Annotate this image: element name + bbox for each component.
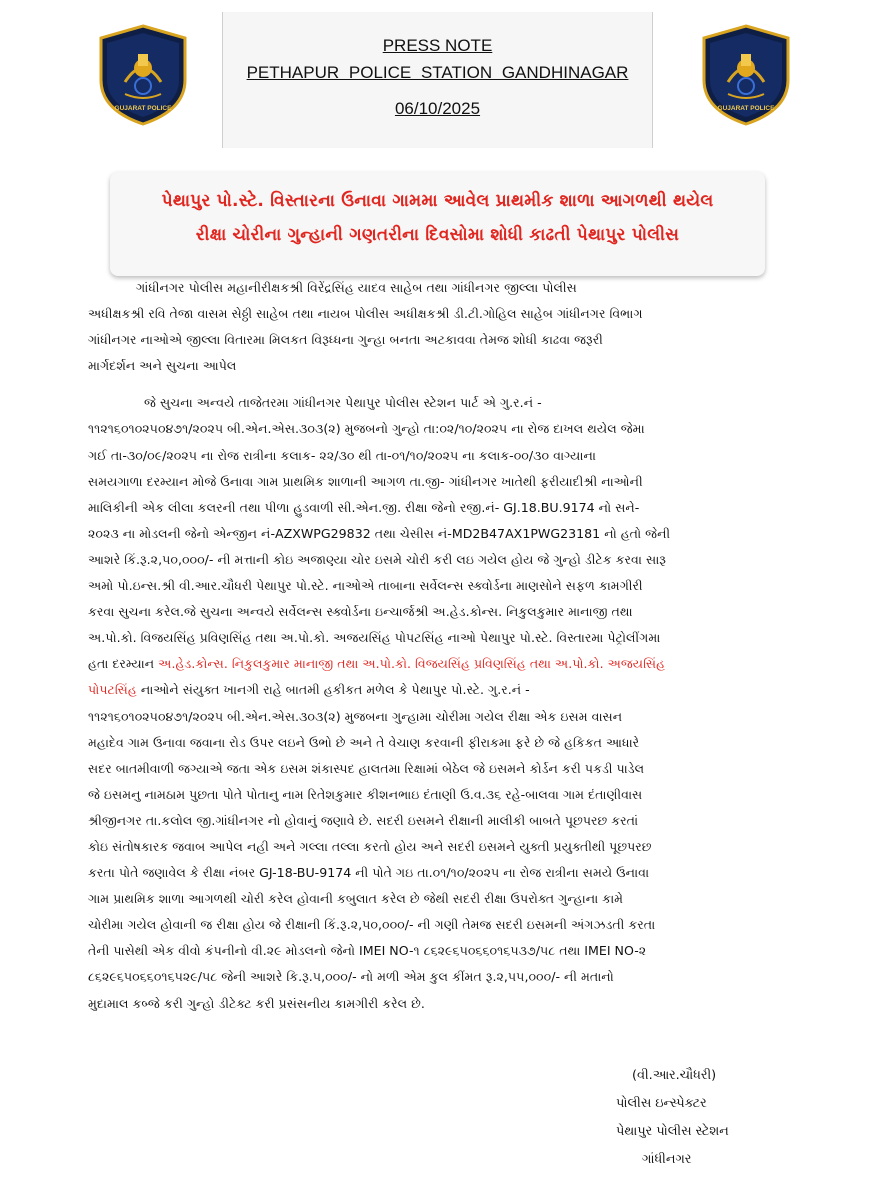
emblem-text: GUJARAT POLICE [717,105,775,112]
body-line: કરવા સુચના કરેલ.જે સુચના અન્વયે સર્વેલન્સ સ્ક્વોર્ડના ઇન્ચાર્જશ્રી અ.હેડ.કોન્સ. નિકુલકુમાર માનાજી તથા [88,604,633,620]
body-line: માર્ગદર્શન અને સુચના આપેલ [88,358,237,374]
police-station-name: PETHAPUR POLICE STATION GANDHINAGAR [246,63,629,82]
press-note-body [88,275,798,1017]
press-note-title: PRESS NOTE [382,36,493,55]
body-line [88,677,798,703]
signatory-name: (વી.આર.ચૌધરી) [632,1068,717,1083]
highlighted-officer-names: અ.હેડ.કોન્સ. નિકુલકુમાર માનાજી તથા અ.પો.કો. વિજયસિંહ પ્રવિણસિંહ તથા અ.પો.કો. અજયસિંહ [158,656,666,672]
body-line: અમો પો.ઇન્સ.શ્રી વી.આર.ચૌધરી પેથાપુર પો.સ્ટે. નાઓએ તાબાના સર્વેલન્સ સ્ક્વોર્ડના માણસોને સફળ કામગીરી [88,578,643,594]
press-note-header [222,12,653,148]
news-headline-box [110,172,765,276]
body-line: મુદામાલ કબ્જે કરી ગુન્હો ડીટેક્ટ કરી પ્રસંસનીય કામગીરી કરેલ છે. [88,995,425,1011]
body-line: અ.પો.કો. વિજયસિંહ પ્રવિણસિંહ તથા અ.પો.કો. અજયસિંહ પોપટસિંહ નાઓ પેથાપુર પો.સ્ટે. વિસ્તારમા પેટ્રોલીંગમા [88,630,661,646]
body-line: ગાંધીનગર નાઓએ જીલ્લા વિતારમા મિલકત વિરૂધ્ધના ગુન્હા બનતા અટકાવવા તેમજ શોધી કાઢવા જરૂરી [88,332,603,348]
emblem-text: GUJARAT POLICE [114,105,172,112]
body-line: સમયગાળા દરમ્યાન મોજે ઉનાવા ગામ પ્રાથમિક શાળાની આગળ તા.જી- ગાંધીનગર ખાતેથી ફરીયાદીશ્રી નાઓની [88,473,643,489]
body-line: ૧૧૨૧૬૦૧૦૨૫૦૪૭૧/૨૦૨૫ બી.એન.એસ.૩૦૩(૨) મુજબનો ગુન્હો તા:૦૨/૧૦/૨૦૨૫ ના રોજ દાખલ થયેલ જેમા [88,421,645,437]
body-line: અધીક્ષકશ્રી રવિ તેજા વાસમ સેઠ્ઠી સાહેબ તથા નાયબ પોલીસ અધીક્ષકશ્રી ડી.ટી.ગોહિલ સાહેબ ગાંધીનગર વિભાગ [88,306,643,322]
gujarat-police-emblem-right [698,24,794,126]
body-line: ગાંધીનગર પોલીસ મહાનીરીક્ષકશ્રી વિરેંદ્રસિંહ યાદવ સાહેબ તથા ગાંધીનગર જીલ્લા પોલીસ [88,280,577,295]
body-line: કરતા પોતે જણાવેલ કે રીક્ષા નંબર GJ-18-BU-9174 ની પોતે ગઇ તા.૦૧/૧૦/૨૦૨૫ ના રોજ રાત્રીના સમયે ઉનાવા [88,865,650,881]
body-line: ગઈ તા-૩૦/૦૯/૨૦૨૫ ના રોજ રાત્રીના કલાક- ૨૨/૩૦ થી તા-૦૧/૧૦/૨૦૨૫ ના કલાક-૦૦/૩૦ વાગ્યાના [88,447,596,463]
body-line: ૮૬૨૯૬૫૦૬૬૦૧૬૫૨૯/૫૮ જેની આશરે કિ.રૂ.૫,૦૦૦/- નો મળી એમ કુલ કીંમત રૂ.૨,૫૫,૦૦૦/- ની મતાનો [88,969,614,985]
body-line: સદર બાતમીવાળી જગ્યાએ જતા એક ઇસમ શંકાસ્પદ હાલતમા રિક્ષામાં બેઠેલ જે ઇસમને કોર્ડન કરી પકડી પાડેલ [88,760,645,776]
body-line: જે ઇસમનુ નામઠામ પુછતા પોતે પોતાનુ નામ રિતેશકુમાર કીશનભાઇ દંતાણી ઉ.વ.૩૬ રહે-બાલવા ગામ દંતાણીવાસ [88,786,643,802]
body-text: હતા દરમ્યાન [88,656,159,672]
signatory-city: ગાંધીનગર [642,1152,692,1167]
body-line: તેની પાસેથી એક વીવો કંપનીનો વી.૨૯ મોડલનો જેનો IMEI NO-૧ ૮૬૨૯૬૫૦૬૬૦૧૬૫૩૭/૫૮ તથા IMEI NO-૨ [88,943,647,959]
body-line: માલિકીની એક લીલા કલરની તથા પીળા હુડવાળી સી.એન.જી. રીક્ષા જેનો રજી.નં- GJ.18.BU.9174 નો સને- [88,499,640,515]
body-line: ૨૦૨૩ ના મોડલની જેનો એન્જીન નં-AZXWPG29832 તથા ચેસીસ નં-MD2B47AX1PWG23181 નો હતો જેની [88,525,671,541]
paragraph-1 [88,275,798,379]
gujarat-police-emblem-left [95,24,191,126]
body-text: નાઓને સંયુક્ત ખાનગી રાહે બાતમી હકીકત મળેલ કે પેથાપુર પો.સ્ટે. ગુ.ર.નં - [136,682,530,698]
body-line: મહાદેવ ગામ ઉનાવા જવાના રોડ ઉપર લઇને ઉભો છે અને તે વેચાણ કરવાની ફીરાકમા ફરે છે જે હકિકત આધારે [88,734,640,750]
signatory-station: પેથાપુર પોલીસ સ્ટેશન [616,1124,729,1139]
body-line: આશરે કિં.રૂ.૨,૫૦,૦૦૦/- ની મત્તાની કોઇ અજાણ્યા ચોર ઇસમે ચોરી કરી લઇ ગયેલ હોય જે ગુન્હો ડીટેક કરવા સારૂ [88,551,666,567]
paragraph-2 [88,390,798,1016]
headline-line-2: રીક્ષા ચોરીના ગુન્હાની ગણતરીના દિવસોમા શોધી કાઢતી પેથાપુર પોલીસ [195,225,680,245]
body-line: જે સુચના અન્વયે તાજેતરમા ગાંધીનગર પેથાપુર પોલીસ સ્ટેશન પાર્ટ એ ગુ.ર.નં - [88,395,542,411]
body-line: ૧૧૨૧૬૦૧૦૨૫૦૪૭૧/૨૦૨૫ બી.એન.એસ.૩૦૩(૨) મુજબના ગુન્હામા ચોરીમા ગયેલ રીક્ષા એક ઇસમ વાસન [88,708,623,724]
body-line: ચોરીમા ગયેલ હોવાની જ રીક્ષા હોય જે રીક્ષાની કિં.રૂ.૨,૫૦,૦૦૦/- ની ગણી તેમજ સદરી ઇસમની અંગઝડતી કરતા [88,917,656,933]
body-line [88,651,798,677]
body-line: ગામ પ્રાથમિક શાળા આગળથી ચોરી કરેલ હોવાની કબુલાત કરેલ છે જેથી સદરી રીક્ષા ઉપરોક્ત ગુન્હાના કામે [88,891,624,907]
body-line: શ્રીજીનગર તા.કલોલ જી.ગાંધીનગર નો હોવાનું જણાવે છે. સદરી ઇસમને રીક્ષાની માલીકી બાબતે પૂછપરછ કરતાં [88,812,639,828]
headline-line-1: પેથાપુર પો.સ્ટે. વિસ્તારના ઉનાવા ગામમા આવેલ પ્રાથમીક શાળા આગળથી થયેલ [161,191,714,211]
signatory-designation: પોલીસ ઇન્સ્પેક્ટર [616,1096,707,1111]
body-line: કોઇ સંતોષકારક જવાબ આપેલ નહી અને ગલ્લા તલ્લા કરતો હોય અને સદરી ઇસમને યુક્તી પ્રયુક્તીથી પૂછપરછ [88,838,652,854]
highlighted-officer-name: પોપટસિંહ [88,682,137,698]
signature-block [610,1062,770,1174]
press-note-date: 06/10/2025 [394,99,481,118]
